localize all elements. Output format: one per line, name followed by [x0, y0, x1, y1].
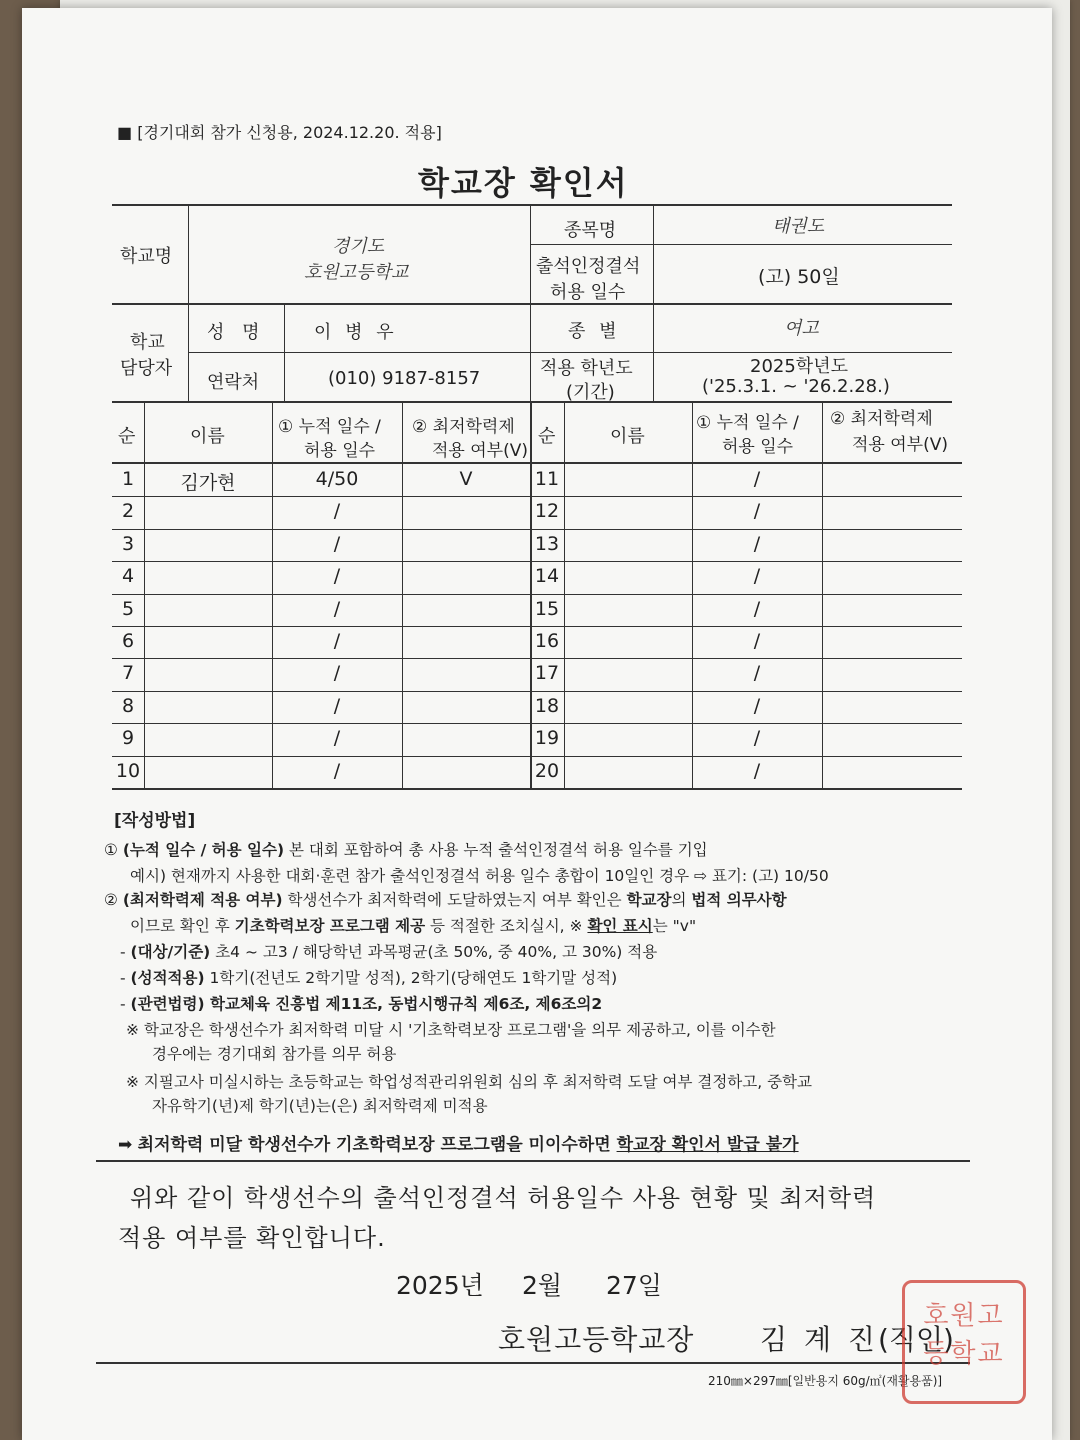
row-number: 10: [115, 759, 141, 782]
row-divider: [112, 561, 530, 562]
year-label-line2: (기간): [566, 382, 615, 403]
days-used: /: [333, 759, 341, 782]
header-note: ■ [경기대회 참가 신청용, 2024.12.20. 적용]: [117, 123, 442, 142]
absence-value: (고) 50일: [758, 266, 840, 288]
col-days-right-line1: ① 누적 일수 /: [696, 413, 799, 433]
signer-school: 호원고등학교장: [498, 1323, 695, 1356]
row-number: 11: [534, 468, 560, 490]
method-line-5: - (대상/기준) 초4 ~ 고3 / 해당학년 과목평균(초 50%, 중 40%, 고 30%) 적용: [120, 943, 658, 961]
days-used: /: [333, 630, 341, 652]
days-used: /: [333, 727, 341, 750]
method-line-2: 예시) 현재까지 사용한 대회·훈련 참가 출석인정결석 허용 일수 총합이 10일인 경우 ⇨ 표기: (고) 10/50: [130, 867, 829, 885]
method-heading: [작성방법]: [114, 811, 196, 831]
row-number: 15: [534, 597, 560, 620]
sport-value: 태권도: [772, 216, 825, 237]
paper-spec: 210㎜×297㎜[일반용지 60g/㎡(재활용품)]: [708, 1374, 943, 1388]
row-number: 14: [534, 565, 560, 588]
document-page: [22, 8, 1052, 1440]
row-number: 20: [534, 759, 560, 782]
school-value-line1: 경기도: [332, 236, 385, 257]
row-divider: [112, 658, 530, 659]
row-number: 1: [121, 468, 135, 490]
days-used: /: [753, 759, 761, 782]
row-divider: [530, 626, 962, 627]
notice-line: ➡ 최저학력 미달 학생선수가 기초학력보장 프로그램을 미이수하면 학교장 확인서 발급 불가: [118, 1135, 799, 1155]
year-value-line1: 2025학년도: [750, 356, 848, 377]
signer-name: 김 계 진: [760, 1323, 879, 1356]
confirm-line-1: 위와 같이 학생선수의 출석인정결석 허용일수 사용 현황 및 최저학력: [130, 1184, 877, 1212]
student-name: 김가현: [180, 472, 236, 494]
name-label: 성 명: [207, 322, 266, 343]
days-used: /: [333, 662, 341, 685]
col-days-right-line2: 허용 일수: [722, 437, 794, 457]
col-name-right: 이름: [610, 426, 645, 447]
method-line-9: 경우에는 경기대회 참가를 의무 허용: [152, 1045, 397, 1063]
row-number: 5: [121, 597, 135, 620]
row-number: 3: [121, 532, 135, 555]
gender-value: 여고: [784, 318, 819, 339]
row-number: 6: [121, 630, 135, 652]
days-used: /: [753, 597, 761, 620]
contact-label: 연락처: [207, 372, 260, 393]
col-no-right: 순: [538, 426, 556, 447]
arrow-icon: ➡: [118, 1135, 133, 1155]
confirm-line-2: 적용 여부를 확인합니다.: [118, 1224, 386, 1252]
row-number: 7: [121, 662, 135, 685]
method-line-3: ② (최저학력제 적용 여부) 학생선수가 최저학력에 도달하였는지 여부 확인은 학교장의 법적 의무사항: [104, 891, 787, 909]
row-divider: [530, 723, 962, 724]
days-used: /: [753, 630, 761, 652]
row-number: 2: [121, 500, 135, 523]
absence-label-line2: 허용 일수: [550, 282, 626, 303]
days-used: /: [753, 727, 761, 750]
row-divider: [112, 529, 530, 530]
col-min-left-line1: ② 최저학력제: [412, 417, 515, 437]
row-divider: [112, 723, 530, 724]
school-label: 학교명: [120, 246, 173, 267]
absence-label-line1: 출석인정결석: [536, 256, 641, 277]
manager-label-line2: 담당자: [120, 358, 173, 379]
signer-seal-label: (직인): [878, 1323, 954, 1356]
row-number: 4: [121, 565, 135, 588]
row-divider: [530, 658, 962, 659]
method-line-6: - (성적적용) 1학기(전년도 2학기말 성적), 2학기(당해연도 1학기말 성적): [120, 969, 618, 987]
row-divider: [530, 496, 962, 497]
year-value-line2: ('25.3.1. ~ '26.2.28.): [702, 376, 890, 397]
days-used: /: [333, 694, 341, 717]
row-divider: [112, 691, 530, 692]
row-divider: [112, 626, 530, 627]
col-min-right-line1: ② 최저학력제: [830, 409, 933, 429]
method-line-10: ※ 지필고사 미실시하는 초등학교는 학업성적관리위원회 심의 후 최저학력 도달 여부 결정하고, 중학교: [126, 1073, 813, 1091]
official-seal: 호원고 등학교: [902, 1280, 1026, 1404]
method-line-4: 이므로 확인 후 기초학력보장 프로그램 제공 등 적절한 조치실시, ※ 확인 표시는 "v": [130, 917, 697, 935]
sport-label: 종목명: [564, 220, 617, 241]
method-line-11: 자유학기(년)제 학기(년)는(은) 최저학력제 미적용: [152, 1097, 488, 1115]
days-used: /: [753, 694, 761, 717]
days-used: /: [753, 500, 761, 523]
date-day: 27일: [606, 1271, 662, 1300]
date-month: 2월: [522, 1271, 563, 1300]
row-divider: [530, 529, 962, 530]
row-divider: [530, 756, 962, 757]
days-used: /: [753, 532, 761, 555]
row-number: 9: [121, 727, 135, 750]
row-divider: [530, 594, 962, 595]
row-number: 13: [534, 532, 560, 555]
days-used: 4/50: [315, 468, 359, 490]
row-divider: [530, 691, 962, 692]
contact-value: (010) 9187-8157: [328, 368, 481, 389]
row-divider: [530, 561, 962, 562]
row-number: 8: [121, 694, 135, 717]
col-name-left: 이름: [190, 426, 225, 447]
method-line-8: ※ 학교장은 학생선수가 최저학력 미달 시 '기초학력보장 프로그램'을 의무 제공하고, 이를 이수한: [126, 1021, 776, 1039]
row-number: 16: [534, 630, 560, 652]
days-used: /: [333, 500, 341, 523]
col-days-left-line2: 허용 일수: [304, 441, 376, 461]
gender-label: 종 별: [568, 321, 621, 342]
method-line-7: - (관련법령) 학교체육 진흥법 제11조, 동법시행규칙 제6조, 제6조의2: [120, 995, 603, 1013]
days-used: /: [753, 468, 761, 490]
days-used: /: [333, 565, 341, 588]
col-min-right-line2: 적용 여부(V): [852, 435, 948, 455]
school-value-line2: 호원고등학교: [304, 262, 409, 283]
row-divider: [112, 594, 530, 595]
row-divider: [112, 756, 530, 757]
name-value: 이 병 우: [314, 322, 398, 343]
min-academic-check: V: [459, 468, 473, 490]
days-used: /: [333, 532, 341, 555]
col-days-left-line1: ① 누적 일수 /: [278, 417, 381, 437]
days-used: /: [753, 662, 761, 685]
days-used: /: [753, 565, 761, 588]
manager-label-line1: 학교: [130, 332, 165, 353]
row-number: 17: [534, 662, 560, 685]
row-number: 12: [534, 500, 560, 523]
col-min-left-line2: 적용 여부(V): [432, 441, 528, 461]
days-used: /: [333, 597, 341, 620]
document-title: 학교장 확인서: [418, 164, 629, 202]
row-number: 19: [534, 727, 560, 750]
col-no-left: 순: [118, 426, 136, 447]
method-line-1: ① (누적 일수 / 허용 일수) 본 대회 포함하여 총 사용 누적 출석인정결석 허용 일수를 기입: [104, 841, 708, 859]
date-year: 2025년: [396, 1271, 484, 1300]
row-divider: [112, 496, 530, 497]
year-label-line1: 적용 학년도: [540, 358, 633, 379]
row-number: 18: [534, 694, 560, 717]
